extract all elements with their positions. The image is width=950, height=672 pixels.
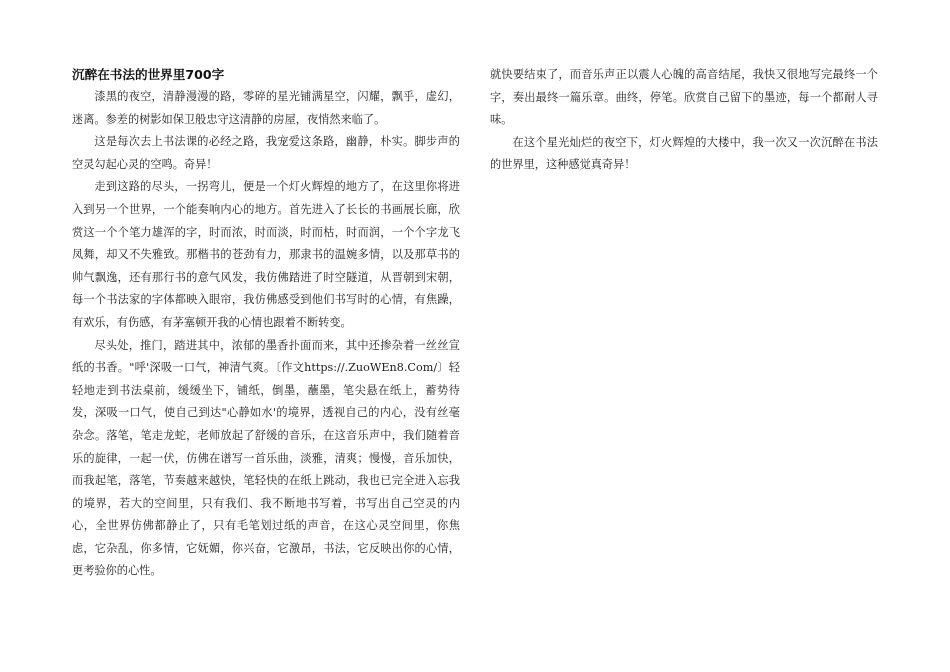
paragraph-4-continued: 就快要结束了，而音乐声正以震人心魄的高音结尾，我快又很地写完最终一个字，奏出最终一篇乐章。曲终，停笔。欣赏自己留下的墨迹，每一个都耐人寻味。 [490,68,878,127]
paragraph-1: 漆黑的夜空，清静漫漫的路，零碎的星光铺满星空，闪耀，飘乎，虚幻，迷离。参差的树影如保卫般忠守这清静的房屋，夜悄然来临了。 [72,90,460,126]
paragraph-2: 这是每次去上书法课的必经之路，我宠爱这条路，幽静，朴实。脚步声的空灵勾起心灵的空鸣。奇异！ [72,135,460,171]
paragraph-5: 在这个星光灿烂的夜空下，灯火辉煌的大楼中，我一次又一次沉醉在书法的世界里，这种感觉真奇异！ [490,135,878,172]
document-title: 沉醉在书法的世界里700字 [72,67,225,82]
right-column [490,64,878,177]
paragraph-4: 尽头处，推门，踏进其中，浓郁的墨香扑面而来，其中还掺杂着一丝丝宣纸的书香。"呼'深吸一口气，神清气爽。〔作文https://.ZuoWEn8.Com/〕轻轻地走到书法桌前，缓缓坐下，铺纸，倒墨，蘸墨，笔尖悬在纸上，蓄势待发，深吸一口气，使自己到达"心静如水'的境界，透视自己的内心，没有丝毫杂念。落笔，笔走龙蛇，老师放起了舒缓的音乐，在这音乐声中，我们随着音乐的旋律，一起一伏，仿佛在谱写一首乐曲，淡雅，清爽；慢慢，音乐加快，而我起笔，落笔，节奏越来越快，笔轻快的在纸上跳动，我也已完全进入忘我的境界，若大的空间里，只有我们、我不断地书写着，书写出自己空灵的内心，全世界仿佛都静止了，只有毛笔划过纸的声音，在这心灵空间里，你焦虑，它杂乱，你多情，它妩媚，你兴奋，它激昂，书法，它反映出你的心情，更考验你的心性。 [72,338,460,578]
paragraph-3: 走到这路的尽头，一拐弯儿，便是一个灯火辉煌的地方了，在这里你将进入到另一个世界，一个能奏响内心的地方。首先进入了长长的书画展长廊，欣赏这一个个笔力雄浑的字，时而浓，时而淡，时而枯，时而润，一个个字龙飞凤舞，却又不失雅致。那楷书的苍劲有力，那隶书的温婉多情，以及那草书的帅气飘逸，还有那行书的意气风发，我仿佛踏进了时空隧道，从晋朝到宋朝，每一个书法家的字体都映入眼帘，我仿佛感受到他们书写时的心情，有焦躁，有欢乐，有伤感，有茅塞顿开我的心情也跟着不断转变。 [72,180,460,329]
left-column [72,64,460,583]
